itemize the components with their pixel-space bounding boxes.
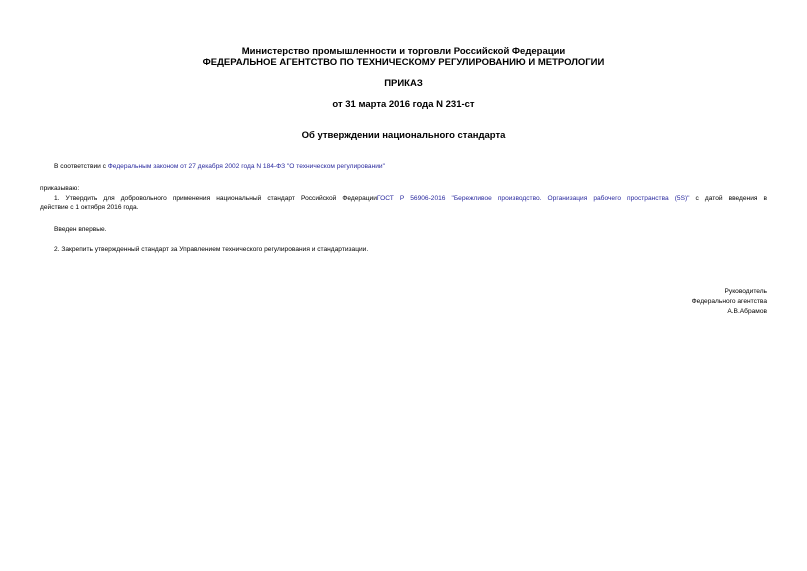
intro-paragraph [54,162,385,171]
order-word: приказываю: [40,185,80,192]
intro-prefix: В соответствии с [54,163,108,170]
document-type: ПРИКАЗ [384,78,423,89]
gost-standard-link[interactable]: ГОСТ Р 56906-2016 "Бережливое производство. Организация рабочего пространства (5S)" [376,195,690,202]
introduced-note: Введен впервые. [54,226,107,233]
item-1-suffix: с датой введения в [689,195,767,202]
item-1-line-2: действие с 1 октября 2016 года. [40,204,139,211]
document-date-number: от 31 марта 2016 года N 231-ст [332,99,475,110]
item-1-paragraph [40,194,767,212]
ministry-name: Министерство промышленности и торговли Российской Федерации [241,46,566,57]
document-title: Об утверждении национального стандарта [301,130,506,141]
signature-position: Руководитель [724,288,767,295]
federal-law-link[interactable]: Федеральным законом от 27 декабря 2002 года N 184-ФЗ "О техническом регулировании" [107,163,385,170]
item-1-line-1 [54,194,767,203]
item-1-prefix: 1. Утвердить для добровольного применения национальный стандарт Российской Федерации [54,195,377,202]
item-2-paragraph: 2. Закрепить утвержденный стандарт за Управлением технического регулирования и стандартизации. [54,246,369,253]
agency-name: ФЕДЕРАЛЬНОЕ АГЕНТСТВО ПО ТЕХНИЧЕСКОМУ РЕГУЛИРОВАНИЮ И МЕТРОЛОГИИ [202,57,605,68]
signature-name: А.В.Абрамов [727,308,767,315]
signature-organization: Федерального агентства [691,298,767,305]
